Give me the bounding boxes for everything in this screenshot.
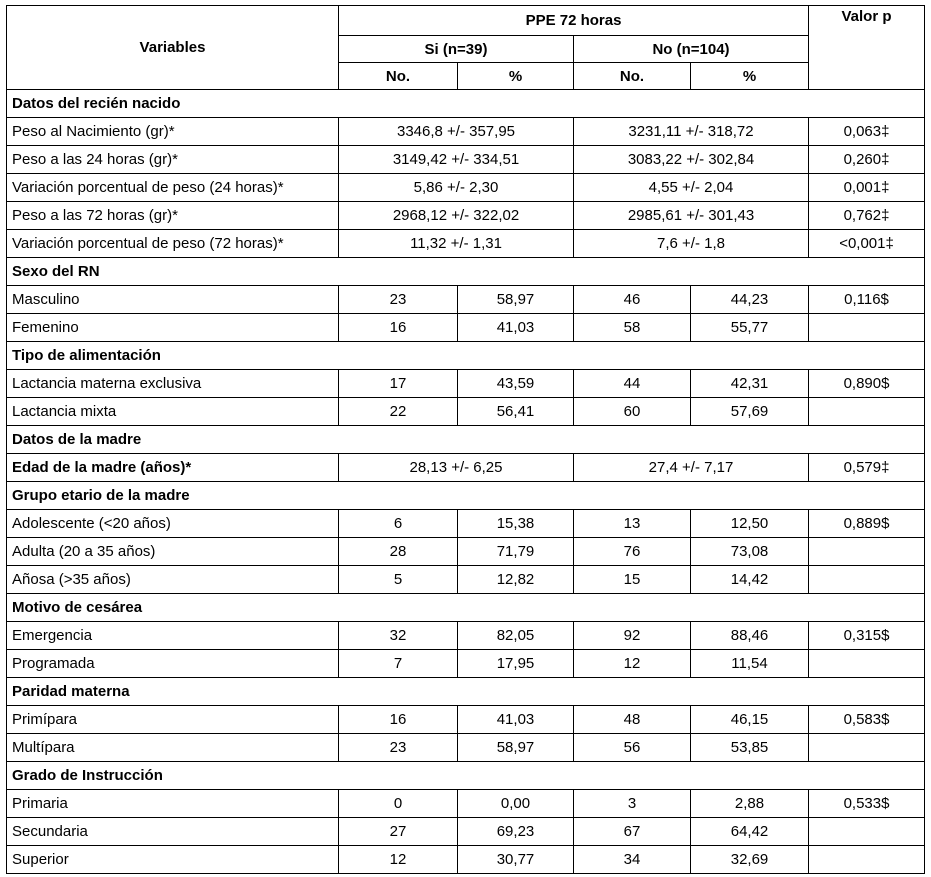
p-value xyxy=(809,846,925,874)
p-value: 0,533$ xyxy=(809,790,925,818)
section-label: Grado de Instrucción xyxy=(7,762,925,790)
no-count: 60 xyxy=(574,398,691,426)
no-mean-value: 4,55 +/- 2,04 xyxy=(574,174,809,202)
column-header-si: Si (n=39) xyxy=(339,36,574,63)
row-label: Peso a las 72 horas (gr)* xyxy=(7,202,339,230)
no-count: 58 xyxy=(574,314,691,342)
si-count: 5 xyxy=(339,566,458,594)
si-percent: 15,38 xyxy=(458,510,574,538)
no-count: 3 xyxy=(574,790,691,818)
si-count: 22 xyxy=(339,398,458,426)
no-count: 56 xyxy=(574,734,691,762)
no-percent: 42,31 xyxy=(691,370,809,398)
table-row xyxy=(7,370,925,398)
table-row xyxy=(7,706,925,734)
si-percent: 58,97 xyxy=(458,286,574,314)
row-label: Superior xyxy=(7,846,339,874)
table-row xyxy=(7,818,925,846)
table-row xyxy=(7,538,925,566)
p-value xyxy=(809,314,925,342)
row-label: Primípara xyxy=(7,706,339,734)
p-value: 0,063‡ xyxy=(809,118,925,146)
column-header-no: No (n=104) xyxy=(574,36,809,63)
row-label: Peso a las 24 horas (gr)* xyxy=(7,146,339,174)
row-label: Peso al Nacimiento (gr)* xyxy=(7,118,339,146)
row-label: Primaria xyxy=(7,790,339,818)
table-row xyxy=(7,202,925,230)
no-count: 76 xyxy=(574,538,691,566)
p-value: 0,260‡ xyxy=(809,146,925,174)
si-count: 23 xyxy=(339,734,458,762)
no-mean-value: 3231,11 +/- 318,72 xyxy=(574,118,809,146)
column-header-valor-p: Valor p xyxy=(809,6,925,90)
no-percent: 14,42 xyxy=(691,566,809,594)
no-mean-value: 2985,61 +/- 301,43 xyxy=(574,202,809,230)
table-row xyxy=(7,734,925,762)
no-count: 44 xyxy=(574,370,691,398)
row-label: Adulta (20 a 35 años) xyxy=(7,538,339,566)
si-percent: 17,95 xyxy=(458,650,574,678)
p-value xyxy=(809,734,925,762)
table-row xyxy=(7,790,925,818)
row-label: Lactancia materna exclusiva xyxy=(7,370,339,398)
p-value: <0,001‡ xyxy=(809,230,925,258)
si-count: 7 xyxy=(339,650,458,678)
table-header xyxy=(7,6,925,90)
no-percent: 64,42 xyxy=(691,818,809,846)
no-percent: 55,77 xyxy=(691,314,809,342)
column-header-ppe-72-horas: PPE 72 horas xyxy=(339,6,809,36)
section-row xyxy=(7,426,925,454)
p-value: 0,579‡ xyxy=(809,454,925,482)
row-label: Secundaria xyxy=(7,818,339,846)
table-row xyxy=(7,510,925,538)
row-label: Programada xyxy=(7,650,339,678)
no-count: 12 xyxy=(574,650,691,678)
p-value: 0,762‡ xyxy=(809,202,925,230)
section-row xyxy=(7,678,925,706)
row-label: Variación porcentual de peso (72 horas)* xyxy=(7,230,339,258)
p-value xyxy=(809,650,925,678)
row-label: Masculino xyxy=(7,286,339,314)
no-count: 67 xyxy=(574,818,691,846)
si-count: 17 xyxy=(339,370,458,398)
row-label: Multípara xyxy=(7,734,339,762)
table-row xyxy=(7,314,925,342)
table-row xyxy=(7,566,925,594)
si-percent: 69,23 xyxy=(458,818,574,846)
si-mean-value: 3346,8 +/- 357,95 xyxy=(339,118,574,146)
subheader-si-no: No. xyxy=(339,63,458,90)
row-label: Lactancia mixta xyxy=(7,398,339,426)
no-mean-value: 7,6 +/- 1,8 xyxy=(574,230,809,258)
no-percent: 32,69 xyxy=(691,846,809,874)
no-percent: 11,54 xyxy=(691,650,809,678)
no-count: 13 xyxy=(574,510,691,538)
row-label: Añosa (>35 años) xyxy=(7,566,339,594)
table-row xyxy=(7,230,925,258)
si-percent: 58,97 xyxy=(458,734,574,762)
no-mean-value: 3083,22 +/- 302,84 xyxy=(574,146,809,174)
no-percent: 12,50 xyxy=(691,510,809,538)
table-row xyxy=(7,118,925,146)
section-row xyxy=(7,342,925,370)
si-count: 12 xyxy=(339,846,458,874)
section-label: Grupo etario de la madre xyxy=(7,482,925,510)
table-row xyxy=(7,398,925,426)
section-label: Tipo de alimentación xyxy=(7,342,925,370)
section-label: Datos del recién nacido xyxy=(7,90,925,118)
no-percent: 2,88 xyxy=(691,790,809,818)
si-percent: 30,77 xyxy=(458,846,574,874)
table-row xyxy=(7,146,925,174)
si-percent: 71,79 xyxy=(458,538,574,566)
section-label: Paridad materna xyxy=(7,678,925,706)
row-label: Edad de la madre (años)* xyxy=(7,454,339,482)
row-label: Adolescente (<20 años) xyxy=(7,510,339,538)
table-row xyxy=(7,454,925,482)
p-value xyxy=(809,566,925,594)
si-count: 16 xyxy=(339,314,458,342)
no-count: 48 xyxy=(574,706,691,734)
si-count: 32 xyxy=(339,622,458,650)
no-count: 34 xyxy=(574,846,691,874)
p-value: 0,315$ xyxy=(809,622,925,650)
statistics-table xyxy=(6,5,925,874)
section-label: Motivo de cesárea xyxy=(7,594,925,622)
p-value: 0,583$ xyxy=(809,706,925,734)
si-mean-value: 28,13 +/- 6,25 xyxy=(339,454,574,482)
section-row xyxy=(7,90,925,118)
si-percent: 82,05 xyxy=(458,622,574,650)
subheader-si-pct: % xyxy=(458,63,574,90)
section-row xyxy=(7,594,925,622)
table-row xyxy=(7,846,925,874)
si-percent: 41,03 xyxy=(458,314,574,342)
si-count: 27 xyxy=(339,818,458,846)
subheader-no-no: No. xyxy=(574,63,691,90)
si-percent: 43,59 xyxy=(458,370,574,398)
p-value: 0,001‡ xyxy=(809,174,925,202)
si-mean-value: 11,32 +/- 1,31 xyxy=(339,230,574,258)
no-count: 15 xyxy=(574,566,691,594)
section-row xyxy=(7,482,925,510)
si-percent: 41,03 xyxy=(458,706,574,734)
si-mean-value: 5,86 +/- 2,30 xyxy=(339,174,574,202)
si-percent: 12,82 xyxy=(458,566,574,594)
section-label: Datos de la madre xyxy=(7,426,925,454)
no-percent: 73,08 xyxy=(691,538,809,566)
no-percent: 46,15 xyxy=(691,706,809,734)
section-row xyxy=(7,258,925,286)
no-percent: 57,69 xyxy=(691,398,809,426)
si-count: 6 xyxy=(339,510,458,538)
table-row xyxy=(7,286,925,314)
row-label: Femenino xyxy=(7,314,339,342)
row-label: Variación porcentual de peso (24 horas)* xyxy=(7,174,339,202)
section-label: Sexo del RN xyxy=(7,258,925,286)
no-percent: 88,46 xyxy=(691,622,809,650)
si-percent: 56,41 xyxy=(458,398,574,426)
si-count: 28 xyxy=(339,538,458,566)
si-mean-value: 3149,42 +/- 334,51 xyxy=(339,146,574,174)
p-value: 0,116$ xyxy=(809,286,925,314)
column-header-variables: Variables xyxy=(7,6,339,90)
table-row xyxy=(7,622,925,650)
no-mean-value: 27,4 +/- 7,17 xyxy=(574,454,809,482)
si-count: 23 xyxy=(339,286,458,314)
table-body xyxy=(7,90,925,874)
no-count: 92 xyxy=(574,622,691,650)
header-row-group xyxy=(7,6,925,36)
no-percent: 44,23 xyxy=(691,286,809,314)
subheader-no-pct: % xyxy=(691,63,809,90)
p-value xyxy=(809,818,925,846)
si-percent: 0,00 xyxy=(458,790,574,818)
si-count: 0 xyxy=(339,790,458,818)
p-value: 0,890$ xyxy=(809,370,925,398)
no-count: 46 xyxy=(574,286,691,314)
p-value xyxy=(809,538,925,566)
section-row xyxy=(7,762,925,790)
table-row xyxy=(7,174,925,202)
p-value xyxy=(809,398,925,426)
no-percent: 53,85 xyxy=(691,734,809,762)
table-row xyxy=(7,650,925,678)
p-value: 0,889$ xyxy=(809,510,925,538)
si-mean-value: 2968,12 +/- 322,02 xyxy=(339,202,574,230)
si-count: 16 xyxy=(339,706,458,734)
row-label: Emergencia xyxy=(7,622,339,650)
